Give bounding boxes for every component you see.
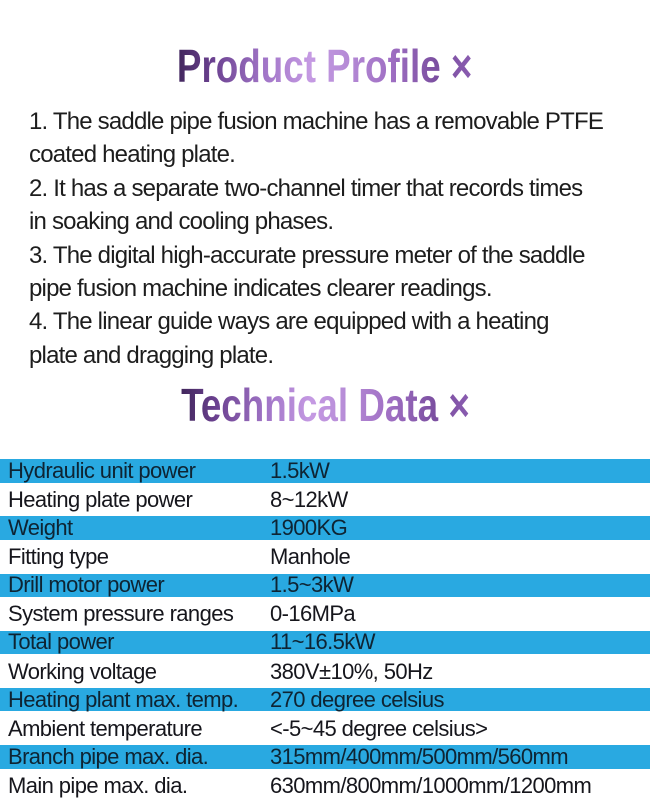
spec-value: 1900KG [270, 515, 348, 541]
table-row [0, 600, 650, 629]
spec-label: Ambient temperature [8, 715, 203, 741]
spec-value: 0-16MPa [270, 601, 356, 627]
spec-label: Heating plate power [8, 487, 193, 513]
table-row [0, 457, 650, 486]
spec-label: Weight [8, 515, 73, 541]
spec-value: 11~16.5kW [270, 629, 375, 655]
table-row [0, 743, 650, 772]
profile-line: 2. It has a separate two-channel timer that records times [29, 174, 583, 202]
profile-line: 4. The linear guide ways are equipped with a heating [29, 308, 549, 336]
spec-label: System pressure ranges [8, 601, 234, 627]
profile-line: plate and dragging plate. [29, 341, 274, 369]
spec-label: Working voltage [8, 658, 157, 684]
product-profile-heading: Product Profile × [177, 40, 473, 92]
table-row [0, 486, 650, 515]
table-row [0, 629, 650, 658]
profile-line: in soaking and cooling phases. [29, 208, 334, 236]
spec-value: 8~12kW [270, 487, 348, 513]
table-row [0, 714, 650, 743]
spec-label: Total power [8, 629, 114, 655]
spec-value: <-5~45 degree celsius> [270, 715, 488, 741]
technical-data-table [0, 457, 650, 800]
spec-label: Branch pipe max. dia. [8, 743, 209, 769]
spec-label: Hydraulic unit power [8, 457, 196, 483]
spec-value: 380V±10%, 50Hz [270, 658, 433, 684]
table-row [0, 772, 650, 801]
table-row [0, 572, 650, 601]
product-profile-text [29, 105, 622, 372]
spec-label: Drill motor power [8, 572, 165, 598]
spec-label: Heating plant max. temp. [8, 686, 239, 712]
table-row [0, 514, 650, 543]
technical-data-heading-row [0, 379, 650, 431]
spec-value: 1.5kW [270, 457, 330, 483]
spec-label: Main pipe max. dia. [8, 772, 188, 798]
profile-line: pipe fusion machine indicates clearer readings. [29, 274, 492, 302]
spec-value: 1.5~3kW [270, 572, 354, 598]
spec-label: Fitting type [8, 544, 109, 570]
spec-value: 315mm/400mm/500mm/560mm [270, 743, 568, 769]
product-profile-heading-row [0, 40, 650, 92]
profile-line: coated heating plate. [29, 141, 236, 169]
spec-value: 270 degree celsius [270, 686, 444, 712]
profile-line: 1. The saddle pipe fusion machine has a removable PTFE [29, 108, 604, 135]
table-row [0, 686, 650, 715]
table-row [0, 543, 650, 572]
spec-value: 630mm/800mm/1000mm/1200mm [270, 772, 592, 798]
profile-line: 3. The digital high-accurate pressure meter of the saddle [29, 241, 585, 269]
technical-data-heading: Technical Data × [180, 379, 470, 432]
table-row [0, 657, 650, 686]
spec-value: Manhole [270, 544, 351, 570]
